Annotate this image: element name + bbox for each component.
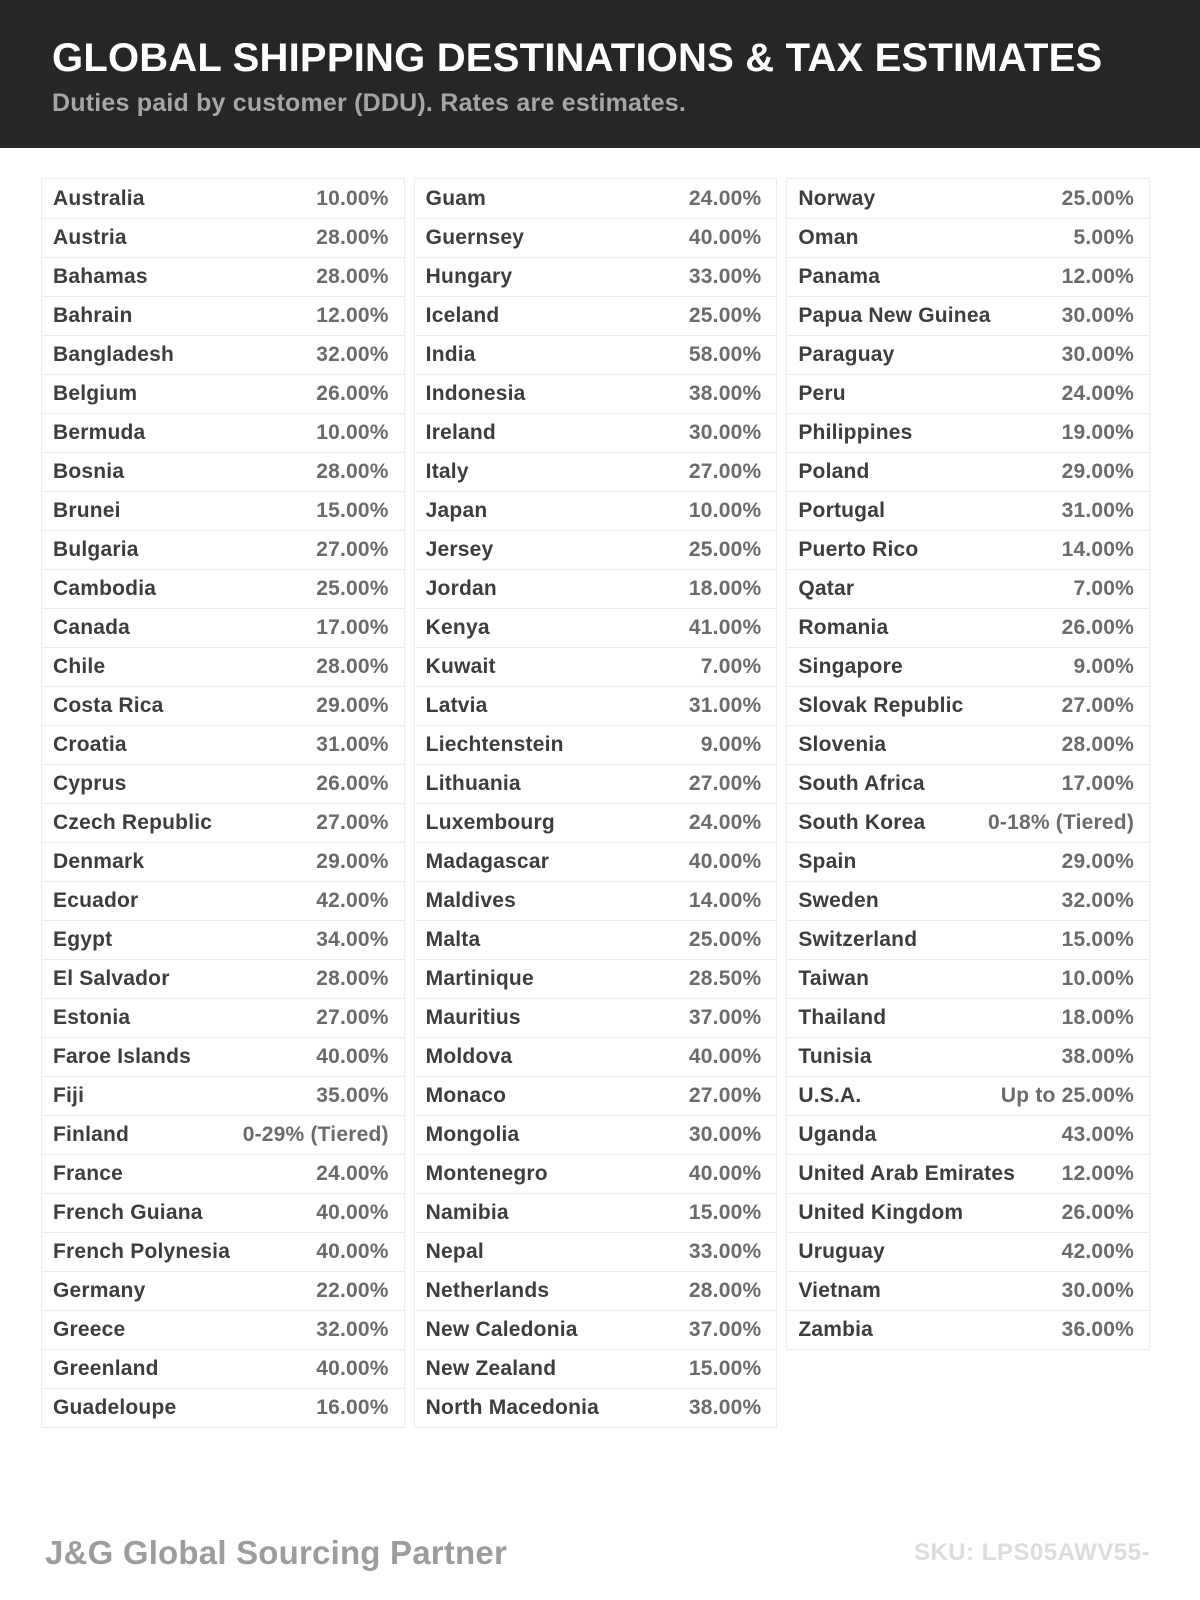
country-name: New Zealand [425,1357,557,1380]
table-row [787,725,1149,764]
country-name: Montenegro [425,1162,548,1185]
tax-rate: 37.00% [688,1318,762,1341]
table-row [415,1154,777,1193]
table-row [787,335,1149,374]
country-name: Maldives [425,889,516,912]
country-name: Hungary [425,265,513,288]
country-name: Madagascar [425,850,550,873]
country-name: Greece [53,1318,126,1341]
country-name: Slovak Republic [798,694,964,717]
country-name: Puerto Rico [798,538,919,561]
table-row [415,998,777,1037]
table-row [787,1154,1149,1193]
table-row [787,1232,1149,1271]
tax-rate: 40.00% [316,1357,389,1380]
tax-rate: 40.00% [316,1201,389,1224]
tax-rate: 30.00% [1061,304,1135,327]
table-row [787,647,1149,686]
tax-rate: 31.00% [1061,499,1135,522]
country-name: Latvia [425,694,488,717]
tax-rate: 26.00% [316,772,389,795]
tax-rate: 29.00% [1061,460,1135,483]
table-row [42,1037,404,1076]
country-name: Fiji [53,1084,85,1107]
country-name: Canada [53,616,131,639]
tax-rate: 28.00% [1061,733,1135,756]
tax-rate: 32.00% [1061,889,1135,912]
tax-rate: 31.00% [316,733,389,756]
country-name: Taiwan [798,967,870,990]
table-row [42,1271,404,1310]
tax-rate: 12.00% [1061,1162,1135,1185]
tax-rate: 25.00% [688,538,762,561]
table-row [787,257,1149,296]
country-name: United Kingdom [798,1201,964,1224]
table-row [415,725,777,764]
table-row [42,881,404,920]
tax-rate: 25.00% [316,577,389,600]
table-row [42,1076,404,1115]
tax-rate: 32.00% [316,1318,389,1341]
tax-rate: 30.00% [1061,343,1135,366]
tax-rate: 42.00% [1061,1240,1135,1263]
table-row [415,374,777,413]
tax-rate: 15.00% [1061,928,1135,951]
tax-rate: 5.00% [1073,226,1135,249]
country-name: Namibia [425,1201,509,1224]
table-row [787,1271,1149,1310]
tax-rate: 27.00% [316,538,389,561]
tax-rate: 42.00% [316,889,389,912]
tax-rate: 37.00% [688,1006,762,1029]
table-row [787,569,1149,608]
country-name: Mongolia [425,1123,520,1146]
table-row [42,179,404,218]
tax-rate: 15.00% [688,1201,762,1224]
country-name: Oman [798,226,859,249]
country-name: El Salvador [53,967,170,990]
tax-rate: 14.00% [1061,538,1135,561]
tax-rate: 10.00% [1061,967,1135,990]
country-name: Finland [53,1123,130,1146]
tax-rate: 9.00% [700,733,762,756]
country-name: Chile [53,655,106,678]
country-name: France [53,1162,124,1185]
tax-rate: 28.00% [688,1279,762,1302]
table-row [42,686,404,725]
table-row [415,413,777,452]
country-name: Tunisia [798,1045,872,1068]
table-row [415,1076,777,1115]
tax-rate: 27.00% [688,772,762,795]
rates-column-2 [414,178,778,1428]
country-name: Japan [425,499,488,522]
country-name: Egypt [53,928,113,951]
tax-rate: 19.00% [1061,421,1135,444]
country-name: North Macedonia [425,1396,600,1419]
tax-rate: 41.00% [688,616,762,639]
table-row [415,296,777,335]
country-name: Spain [798,850,857,873]
tax-rate: 25.00% [688,928,762,951]
country-name: Papua New Guinea [798,304,991,327]
table-row [415,686,777,725]
table-row [415,218,777,257]
country-name: U.S.A. [798,1084,862,1107]
country-name: Austria [53,226,127,249]
table-row [42,803,404,842]
table-row [415,1115,777,1154]
tax-rate: 30.00% [1061,1279,1135,1302]
tax-rate: 10.00% [316,186,389,210]
table-row [415,179,777,218]
country-name: Monaco [425,1084,507,1107]
tax-rate: 33.00% [688,265,762,288]
sku-label: SKU: LPS05AWV55- [913,1539,1150,1566]
country-name: Indonesia [425,382,526,405]
country-name: Panama [798,265,881,288]
table-row [42,218,404,257]
tax-rate: Up to 25.00% [1000,1084,1135,1107]
table-row [787,803,1149,842]
tax-rate: 31.00% [688,694,762,717]
country-name: Malta [425,928,481,951]
table-row [787,179,1149,218]
country-name: Cyprus [53,772,127,795]
table-row [787,1076,1149,1115]
table-row [42,920,404,959]
country-name: Bangladesh [53,343,175,366]
country-name: Luxembourg [425,811,555,834]
country-name: Costa Rica [53,694,164,717]
country-name: Faroe Islands [53,1045,191,1068]
header-banner [0,0,1200,148]
country-name: Belgium [53,382,138,405]
tax-rate: 28.00% [316,226,389,249]
country-name: Romania [798,616,889,639]
country-name: Philippines [798,421,913,444]
country-name: French Guiana [53,1201,203,1224]
country-name: Guernsey [425,226,525,249]
tax-rate: 15.00% [316,499,389,522]
tax-rate: 26.00% [1061,1201,1135,1224]
tax-rate: 10.00% [688,499,762,522]
country-name: Kenya [425,616,490,639]
tax-rate: 40.00% [688,226,762,249]
tax-rate: 17.00% [1061,772,1135,795]
tax-rate: 28.50% [688,967,762,990]
tax-rate: 32.00% [316,343,389,366]
table-row [415,881,777,920]
table-row [415,1232,777,1271]
table-row [787,920,1149,959]
country-name: Vietnam [798,1279,882,1302]
table-row [787,1037,1149,1076]
table-row [787,452,1149,491]
country-name: Kuwait [425,655,496,678]
table-row [415,1037,777,1076]
tax-rate: 40.00% [688,850,762,873]
table-row [787,296,1149,335]
tax-rate: 29.00% [316,694,389,717]
table-row [42,1154,404,1193]
table-row [415,1271,777,1310]
country-name: Netherlands [425,1279,550,1302]
table-row [42,569,404,608]
tax-rate: 24.00% [688,811,762,834]
country-name: Thailand [798,1006,887,1029]
country-name: Peru [798,382,846,405]
tax-rate: 33.00% [688,1240,762,1263]
table-row [415,530,777,569]
tax-rate: 27.00% [1061,694,1135,717]
table-row [787,491,1149,530]
page-subtitle: Duties paid by customer (DDU). Rates are estimates. [52,89,687,117]
tax-rate: 12.00% [316,304,389,327]
tax-rate: 29.00% [316,850,389,873]
country-name: Norway [798,186,876,210]
tax-rate: 28.00% [316,460,389,483]
table-row [42,374,404,413]
country-name: Slovenia [798,733,887,756]
table-row [787,1193,1149,1232]
table-row [415,257,777,296]
country-name: Singapore [798,655,903,678]
tax-rate: 0-29% (Tiered) [242,1123,389,1146]
table-row [42,998,404,1037]
country-name: Jersey [425,538,494,561]
country-name: Czech Republic [53,811,213,834]
country-name: Italy [425,460,469,483]
country-name: Estonia [53,1006,131,1029]
country-name: United Arab Emirates [798,1162,1016,1185]
country-name: Denmark [53,850,145,873]
tax-rate: 27.00% [688,460,762,483]
tax-rate: 7.00% [700,655,762,678]
table-row [42,842,404,881]
country-name: Brunei [53,499,121,522]
tax-rate: 12.00% [1061,265,1135,288]
tax-rate: 18.00% [1061,1006,1135,1029]
country-name: Bahamas [53,265,148,288]
table-row [787,608,1149,647]
tax-rate: 30.00% [688,421,762,444]
table-row [42,530,404,569]
tax-rate: 25.00% [688,304,762,327]
table-row [42,1310,404,1349]
table-row [787,686,1149,725]
table-row [42,257,404,296]
table-row [787,1310,1149,1349]
country-name: Nepal [425,1240,484,1263]
rates-column-1 [41,178,405,1428]
country-name: Croatia [53,733,127,756]
country-name: Bulgaria [53,538,139,561]
country-name: Guam [425,186,486,210]
country-name: Australia [53,186,145,210]
table-row [415,1388,777,1427]
table-row [787,1115,1149,1154]
rates-table [0,148,1200,1428]
country-name: Ireland [425,421,496,444]
country-name: French Polynesia [53,1240,231,1263]
table-row [42,1388,404,1427]
table-row [787,218,1149,257]
tax-rate: 43.00% [1061,1123,1135,1146]
tax-rate: 29.00% [1061,850,1135,873]
country-name: Bosnia [53,460,125,483]
country-name: Zambia [798,1318,874,1341]
tax-rate: 40.00% [316,1045,389,1068]
table-row [415,1310,777,1349]
tax-rate: 24.00% [316,1162,389,1185]
country-name: New Caledonia [425,1318,578,1341]
tax-rate: 18.00% [688,577,762,600]
page-title: GLOBAL SHIPPING DESTINATIONS & TAX ESTIMATES [52,36,1103,80]
tax-rate: 38.00% [688,1396,762,1419]
country-name: Sweden [798,889,879,912]
country-name: South Korea [798,811,926,834]
tax-rate: 9.00% [1073,655,1135,678]
table-row [42,491,404,530]
country-name: Paraguay [798,343,895,366]
table-row [787,530,1149,569]
table-row [787,842,1149,881]
table-row [415,803,777,842]
country-name: Guadeloupe [53,1396,177,1419]
country-name: Moldova [425,1045,513,1068]
table-row [42,1193,404,1232]
tax-rate: 25.00% [1061,186,1135,210]
country-name: Ecuador [53,889,139,912]
country-name: Cambodia [53,577,157,600]
footer [0,1534,1200,1572]
tax-rate: 14.00% [688,889,762,912]
country-name: Greenland [53,1357,159,1380]
country-name: Poland [798,460,870,483]
table-row [42,452,404,491]
table-row [415,1349,777,1388]
table-row [415,1193,777,1232]
country-name: Uruguay [798,1240,885,1263]
brand-name: J&G Global Sourcing Partner [45,1534,507,1571]
table-row [415,920,777,959]
country-name: Jordan [425,577,497,600]
table-row [787,959,1149,998]
table-row [42,959,404,998]
tax-rate: 34.00% [316,928,389,951]
tax-rate: 26.00% [316,382,389,405]
table-row [42,1232,404,1271]
tax-rate: 27.00% [316,811,389,834]
table-row [42,1349,404,1388]
country-name: India [425,343,476,366]
tax-rate: 36.00% [1061,1318,1135,1341]
country-name: Iceland [425,304,500,327]
table-row [787,764,1149,803]
tax-rate: 15.00% [688,1357,762,1380]
tax-rate: 40.00% [688,1162,762,1185]
tax-rate: 58.00% [688,343,762,366]
country-name: Portugal [798,499,886,522]
table-row [415,959,777,998]
tax-rate: 17.00% [316,616,389,639]
country-name: Bermuda [53,421,146,444]
table-row [787,374,1149,413]
tax-rate: 27.00% [688,1084,762,1107]
table-row [42,296,404,335]
table-row [787,881,1149,920]
tax-rate: 30.00% [688,1123,762,1146]
table-row [42,647,404,686]
country-name: Switzerland [798,928,918,951]
table-row [42,335,404,374]
rates-column-3 [786,178,1150,1350]
tax-rate: 28.00% [316,265,389,288]
tax-rate: 27.00% [316,1006,389,1029]
tax-rate: 16.00% [316,1396,389,1419]
country-name: Uganda [798,1123,877,1146]
tax-rate: 38.00% [688,382,762,405]
country-name: South Africa [798,772,925,795]
country-name: Liechtenstein [425,733,564,756]
country-name: Lithuania [425,772,521,795]
table-row [415,452,777,491]
table-row [42,764,404,803]
tax-rate: 10.00% [316,421,389,444]
tax-rate: 24.00% [688,186,762,210]
country-name: Germany [53,1279,146,1302]
tax-rate: 0-18% (Tiered) [988,811,1135,834]
country-name: Mauritius [425,1006,521,1029]
tax-rate: 28.00% [316,655,389,678]
tax-rate: 40.00% [316,1240,389,1263]
table-row [415,608,777,647]
tax-rate: 26.00% [1061,616,1135,639]
table-row [42,1115,404,1154]
country-name: Bahrain [53,304,133,327]
table-row [42,725,404,764]
table-row [787,998,1149,1037]
tax-rate: 38.00% [1061,1045,1135,1068]
table-row [415,335,777,374]
table-row [42,413,404,452]
country-name: Martinique [425,967,534,990]
tax-rate: 28.00% [316,967,389,990]
table-row [415,569,777,608]
table-row [787,413,1149,452]
table-row [415,647,777,686]
table-row [42,608,404,647]
tax-rate: 35.00% [316,1084,389,1107]
tax-rate: 40.00% [688,1045,762,1068]
tax-rate: 22.00% [316,1279,389,1302]
table-row [415,491,777,530]
tax-rate: 7.00% [1073,577,1135,600]
country-name: Qatar [798,577,855,600]
table-row [415,842,777,881]
tax-rate: 24.00% [1061,382,1135,405]
table-row [415,764,777,803]
